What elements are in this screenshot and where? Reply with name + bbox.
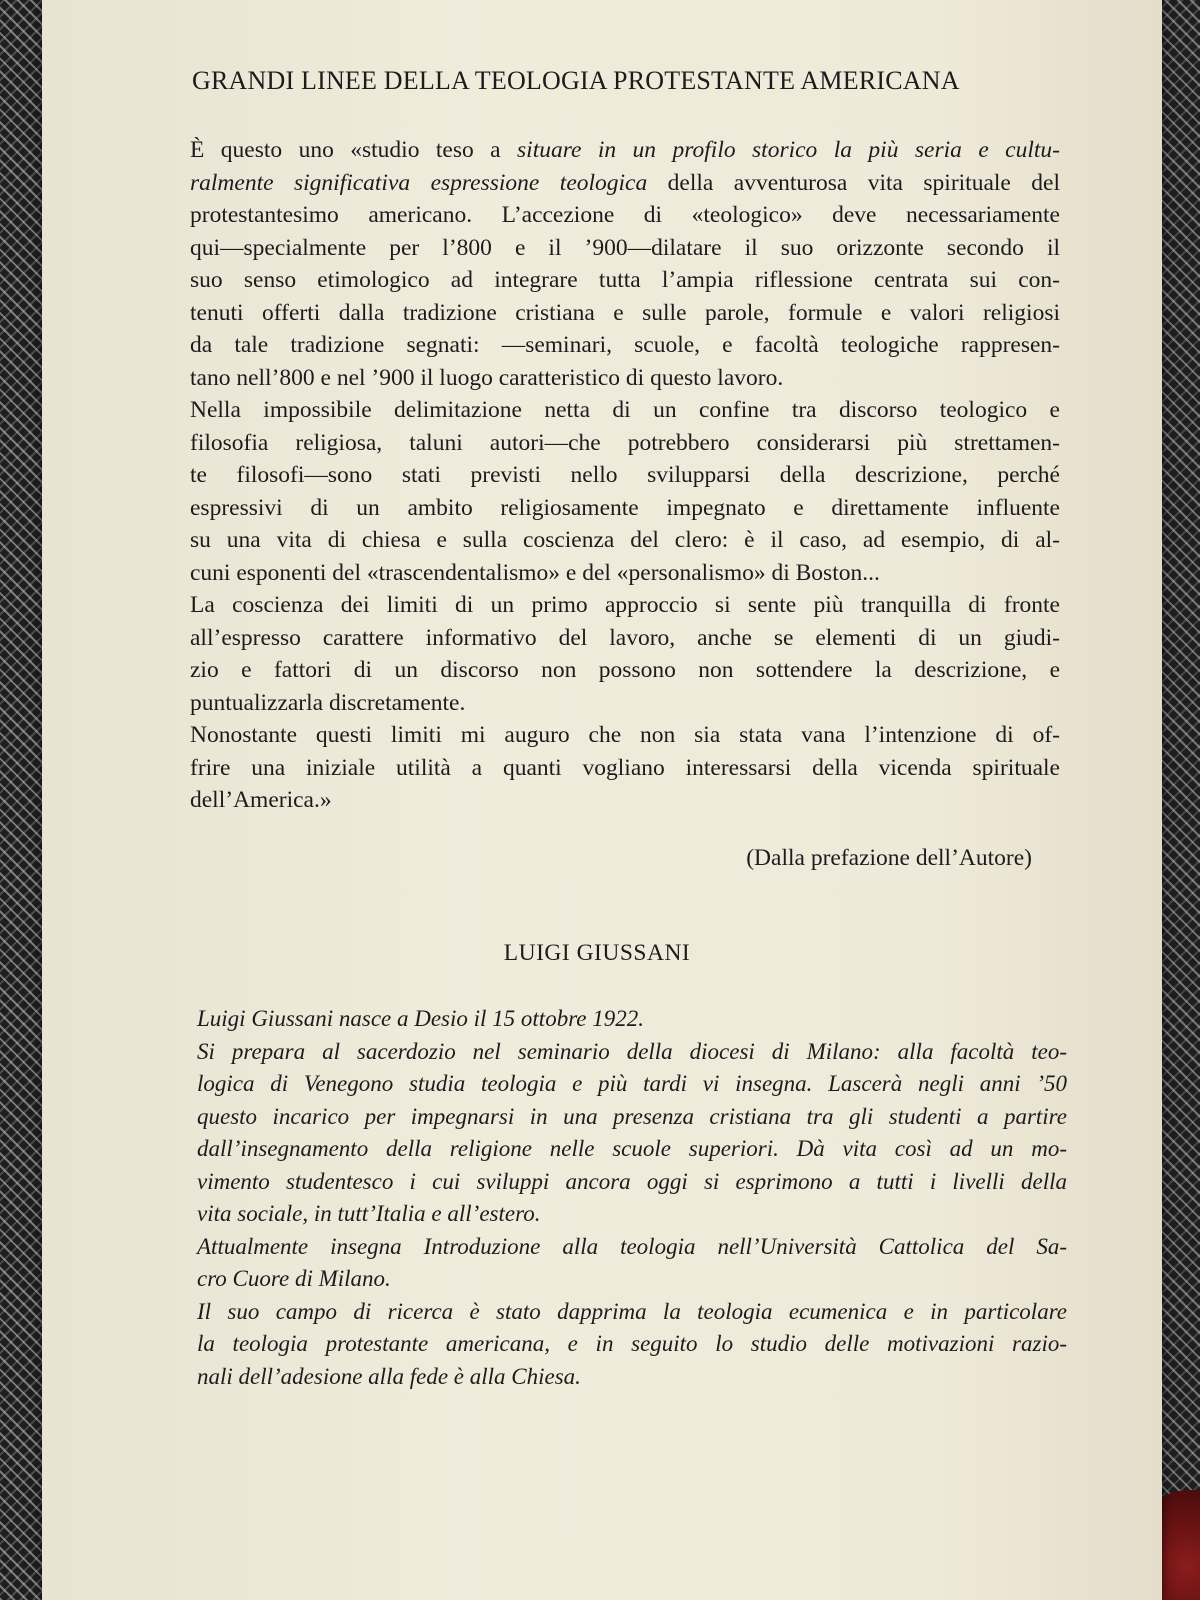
blurb-line (190, 752, 1060, 785)
blurb-segment: filosofia religiosa, taluni autori—che potrebbero considerarsi più strettamen- (190, 429, 1060, 456)
blurb-line (190, 459, 1060, 492)
blurb-line (190, 589, 1060, 622)
blurb-line (190, 362, 1060, 395)
blurb-segment: protestantesimo americano. L’accezione di «teologico» deve necessariamente (190, 202, 1060, 228)
bio-line: vimento studentesco i cui sviluppi ancora oggi si esprimono a tutti i livelli della (197, 1168, 1067, 1194)
blurb-line (190, 199, 1060, 232)
blurb-line (190, 784, 1060, 817)
bio-line: vita sociale, in tutt’Italia e all’estero. (197, 1201, 541, 1226)
blurb-segment: zio e fattori di un discorso non possono non sottendere la descrizione, e (190, 657, 1060, 683)
blurb-line (190, 492, 1060, 525)
blurb-line (190, 297, 1060, 330)
blurb-segment: tenuti offerti dalla tradizione cristiana e sulle parole, formule e valori religiosi (190, 299, 1060, 326)
bio-line: la teologia protestante americana, e in seguito lo studio delle motivazioni razio- (197, 1331, 1067, 1356)
blurb-line (190, 329, 1060, 362)
blurb-line (190, 687, 1060, 720)
blurb-segment: della avventurosa vita spirituale del (647, 169, 1060, 196)
blurb-segment: su una vita di chiesa e sulla coscienza del clero: è il caso, ad esempio, di al- (190, 527, 1060, 553)
blurb-segment: dell’America.» (190, 787, 332, 813)
bio-line: Luigi Giussani nasce a Desio il 15 ottobre 1922. (197, 1006, 645, 1031)
blurb-segment: Nella impossibile delimitazione netta di un confine tra discorso teologico e (190, 397, 1060, 423)
blurb-attribution: (Dalla prefazione dell’Autore) (746, 845, 1032, 871)
bio-line: questo incarico per impegnarsi in una presenza cristiana tra gli studenti a partire (197, 1103, 1067, 1129)
author-heading: LUIGI GIUSSANI (503, 940, 691, 966)
blurb-line (190, 622, 1060, 655)
blurb-line (190, 134, 1060, 167)
author-bio (197, 1003, 1067, 1393)
blurb-segment: te filosofi—sono stati previsti nello svilupparsi della descrizione, perché (190, 462, 1060, 488)
blurb-segment: È questo uno «studio teso a (190, 137, 518, 163)
book-title: GRANDI LINEE DELLA TEOLOGIA PROTESTANTE AMERICANA (192, 66, 960, 95)
blurb-line (190, 264, 1060, 297)
bio-line: logica di Venegono studia teologia e più tardi vi insegna. Lascerà negli anni ’50 (197, 1071, 1067, 1096)
blurb-line (190, 719, 1060, 752)
blurb-line (190, 557, 1060, 590)
blurb-segment: La coscienza dei limiti di un primo approccio si sente più tranquilla di fronte (190, 592, 1060, 618)
blurb-text (190, 134, 1060, 817)
blurb-segment: cuni esponenti del «trascendentalismo» e del «personalismo» di Boston... (190, 559, 880, 586)
blurb-segment: situare in un profilo storico la più seria e cultu- (517, 137, 1060, 163)
blurb-segment: all’espresso carattere informativo del lavoro, anche se elementi di un giudi- (190, 624, 1060, 651)
blurb-segment: frire una iniziale utilità a quanti vogliano interessarsi della vicenda spirituale (190, 754, 1060, 781)
bio-line: Il suo campo di ricerca è stato dapprima la teologia ecumenica e in particolare (197, 1298, 1067, 1324)
blurb-segment: da tale tradizione segnati: —seminari, scuole, e facoltà teologiche rappresen- (190, 332, 1060, 358)
blurb-line (190, 167, 1060, 200)
blurb-line (190, 524, 1060, 557)
blurb-segment: ralmente significativa espressione teologica (190, 169, 648, 196)
blurb-segment: tano nell’800 e nel ’900 il luogo caratteristico di questo lavoro. (190, 364, 784, 391)
bio-line: cro Cuore di Milano. (197, 1266, 391, 1291)
blurb-segment: qui—specialmente per l’800 e il ’900—dilatare il suo orizzonte secondo il (190, 234, 1060, 261)
blurb-line (190, 232, 1060, 265)
blurb-line (190, 427, 1060, 460)
bio-line: dall’insegnamento della religione nelle scuole superiori. Dà vita così ad un mo- (197, 1136, 1067, 1161)
background-mesh-right (1160, 0, 1200, 1600)
bio-line: Si prepara al sacerdozio nel seminario della diocesi di Milano: alla facoltà teo- (197, 1038, 1067, 1064)
bio-line: nali dell’adesione alla fede è alla Chiesa. (197, 1363, 581, 1389)
blurb-segment: espressivi di un ambito religiosamente impegnato e direttamente influente (190, 494, 1060, 521)
blurb-segment: suo senso etimologico ad integrare tutta l’ampia riflessione centrata sui con- (190, 267, 1060, 293)
blurb-segment: Nonostante questi limiti mi auguro che non sia stata vana l’intenzione di of- (190, 722, 1060, 748)
bio-line: Attualmente insegna Introduzione alla teologia nell’Università Cattolica del Sa- (197, 1233, 1067, 1259)
book-back-cover (42, 0, 1162, 1600)
blurb-line (190, 654, 1060, 687)
blurb-segment: puntualizzarla discretamente. (190, 689, 466, 716)
blurb-line (190, 394, 1060, 427)
